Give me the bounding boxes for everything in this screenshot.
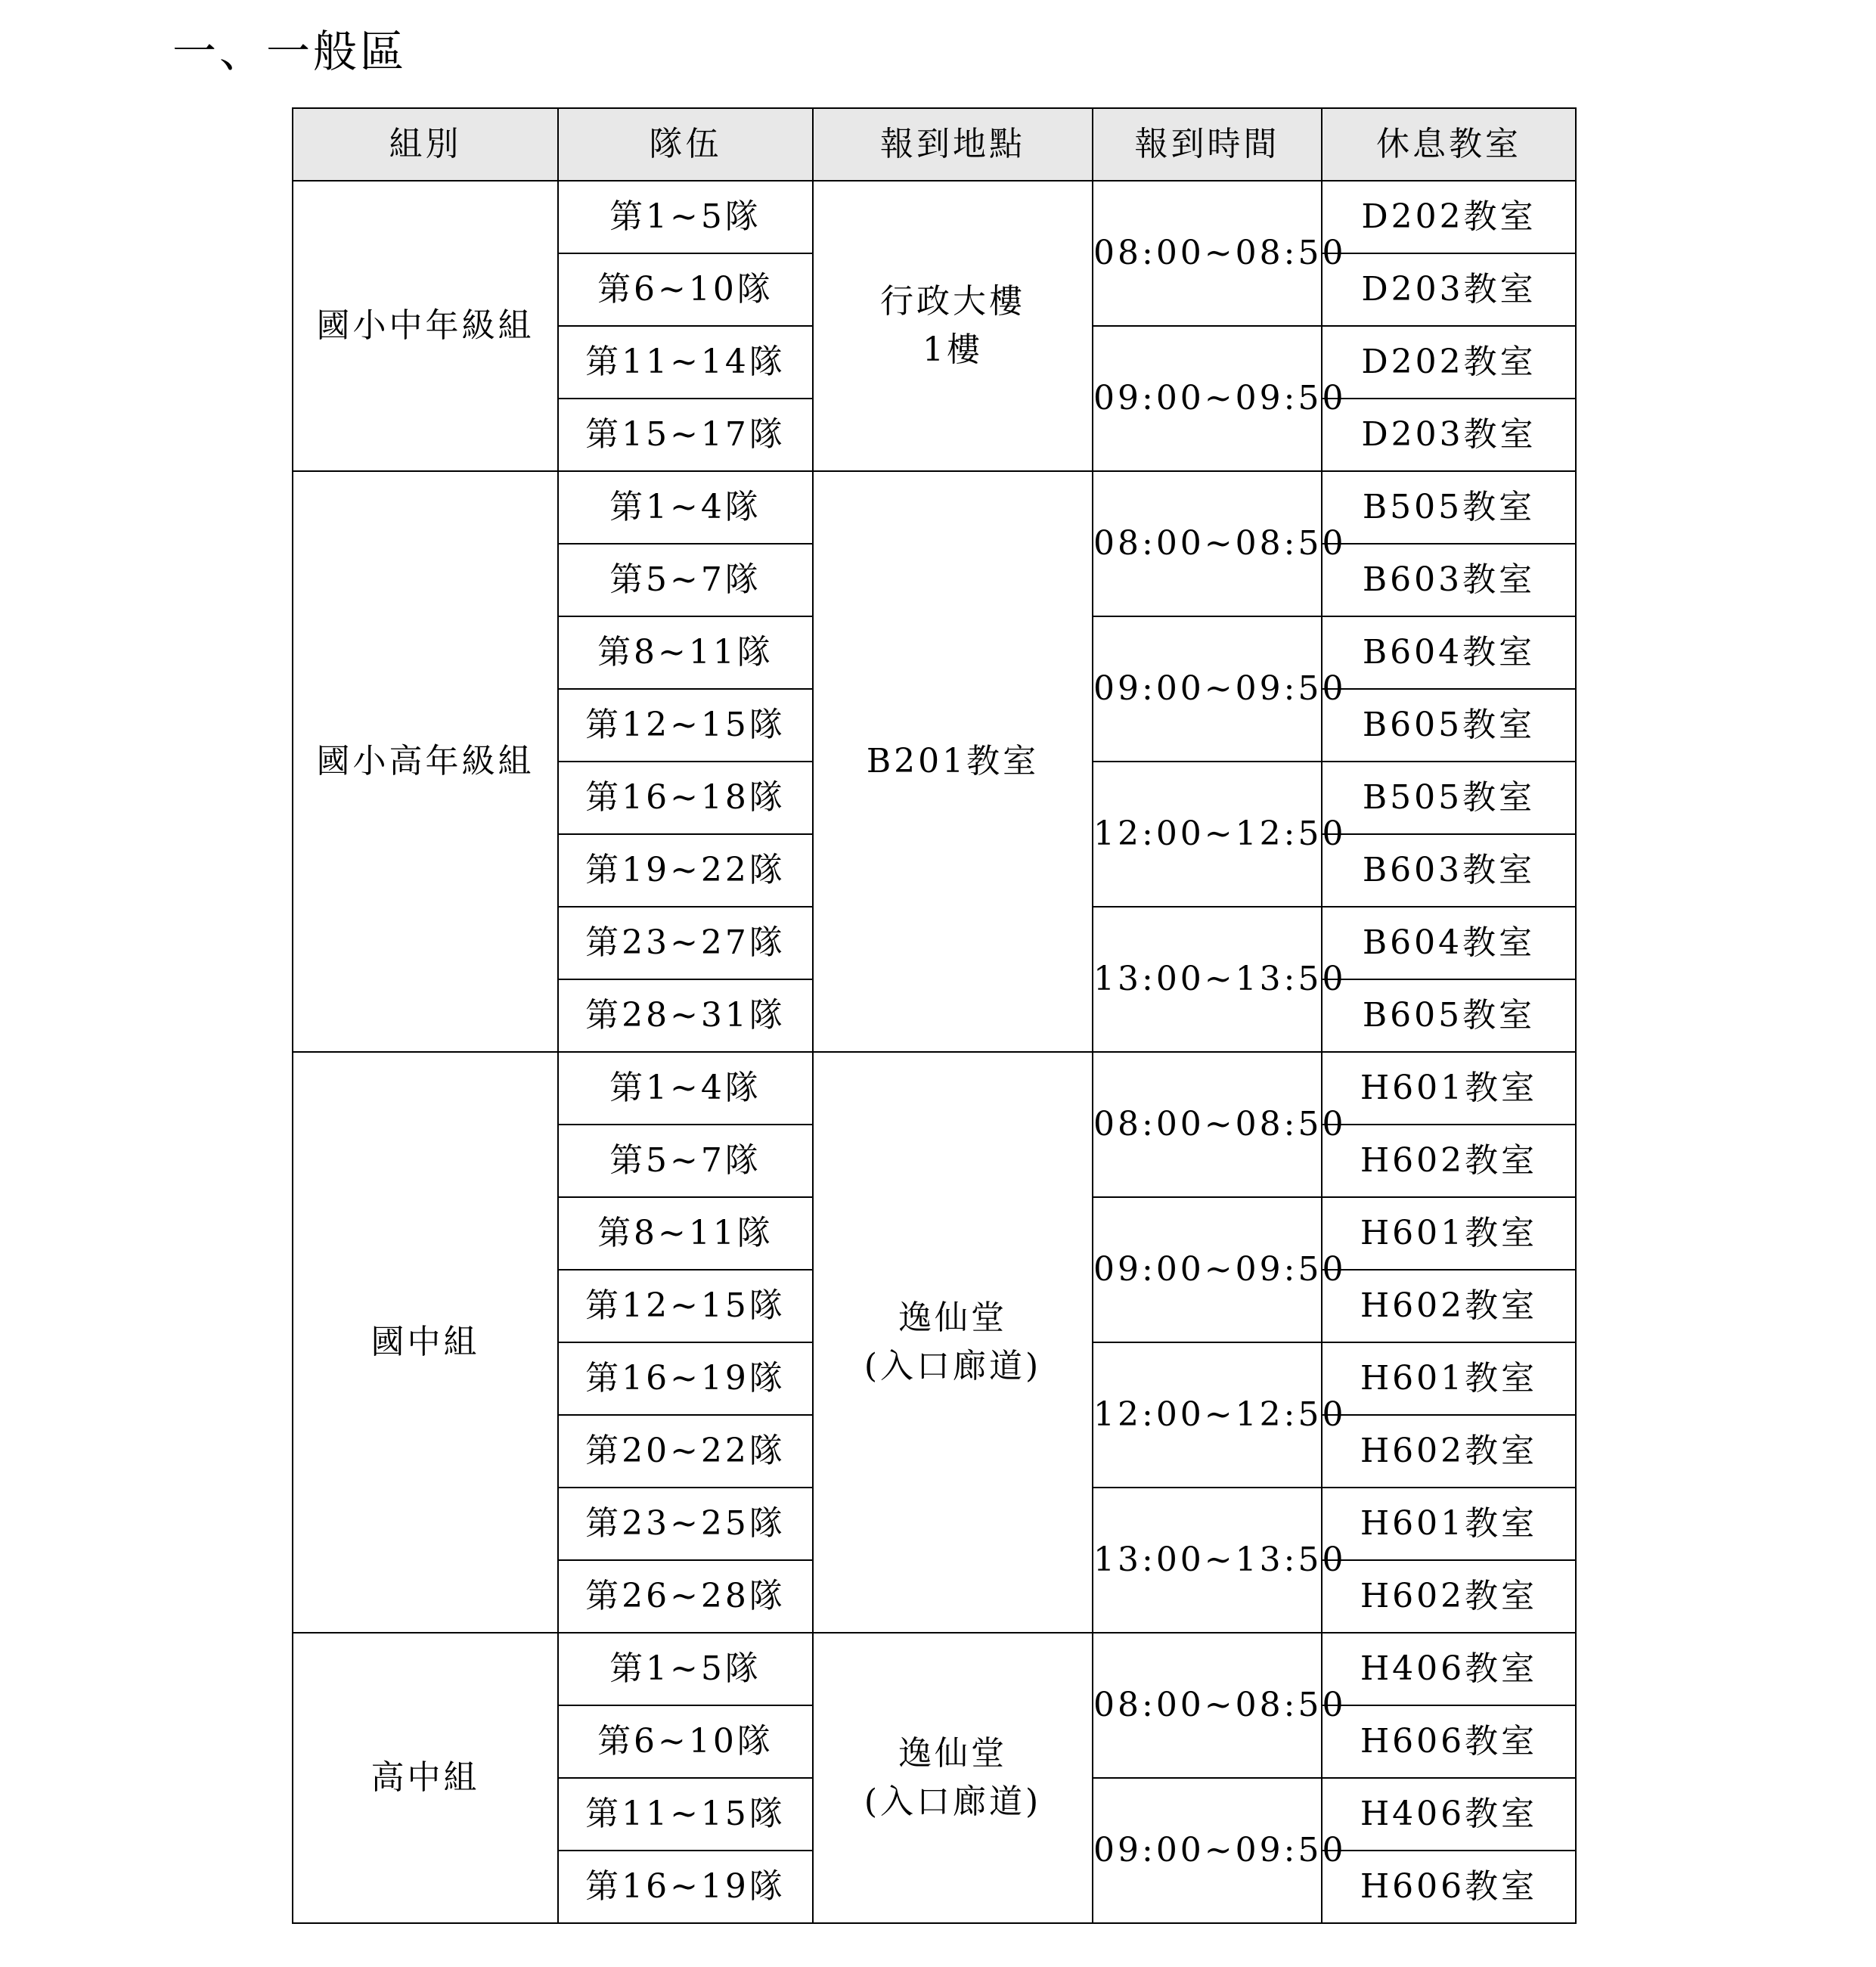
- team-cell: 第1~5隊: [558, 1633, 813, 1705]
- team-cell: 第6~10隊: [558, 253, 813, 326]
- team-cell: 第1~4隊: [558, 1052, 813, 1125]
- group-name-cell: 國小高年級組: [293, 471, 558, 1052]
- table-row: [293, 1052, 1576, 1125]
- room-cell: H601教室: [1322, 1197, 1576, 1270]
- room-cell: H602教室: [1322, 1270, 1576, 1342]
- time-cell: 13:00~13:50: [1093, 907, 1322, 1052]
- room-cell: D203教室: [1322, 253, 1576, 326]
- header-group: 組別: [293, 108, 558, 181]
- team-cell: 第20~22隊: [558, 1415, 813, 1488]
- location-cell: [813, 1052, 1093, 1633]
- room-cell: H606教室: [1322, 1851, 1576, 1923]
- team-cell: 第12~15隊: [558, 689, 813, 762]
- time-cell: 08:00~08:50: [1093, 471, 1322, 616]
- room-cell: H406教室: [1322, 1778, 1576, 1851]
- team-cell: 第26~28隊: [558, 1560, 813, 1633]
- header-location: 報到地點: [813, 108, 1093, 181]
- time-cell: 09:00~09:50: [1093, 616, 1322, 762]
- team-cell: 第16~19隊: [558, 1342, 813, 1415]
- team-cell: 第5~7隊: [558, 1125, 813, 1197]
- team-cell: 第15~17隊: [558, 399, 813, 471]
- table-row: [293, 471, 1576, 544]
- room-cell: B605教室: [1322, 689, 1576, 762]
- team-cell: 第23~25隊: [558, 1488, 813, 1560]
- team-cell: 第19~22隊: [558, 834, 813, 907]
- location-cell: [813, 181, 1093, 471]
- team-cell: 第11~15隊: [558, 1778, 813, 1851]
- group-name-cell: 國小中年級組: [293, 181, 558, 471]
- header-time: 報到時間: [1093, 108, 1322, 181]
- location-line1: 行政大樓: [880, 282, 1025, 321]
- table-row: [293, 181, 1576, 253]
- time-cell: 12:00~12:50: [1093, 1342, 1322, 1488]
- table-row: [293, 1633, 1576, 1705]
- time-cell: 08:00~08:50: [1093, 181, 1322, 326]
- team-cell: 第16~18隊: [558, 762, 813, 834]
- header-row: [293, 108, 1576, 181]
- room-cell: H601教室: [1322, 1488, 1576, 1560]
- team-cell: 第23~27隊: [558, 907, 813, 979]
- location-line2: 1樓: [922, 330, 983, 369]
- time-cell: 08:00~08:50: [1093, 1052, 1322, 1197]
- team-cell: 第1~5隊: [558, 181, 813, 253]
- location-line2: (入口廊道): [864, 1782, 1042, 1821]
- room-cell: H601教室: [1322, 1052, 1576, 1125]
- header-team: 隊伍: [558, 108, 813, 181]
- section-title: 一、一般區: [172, 26, 408, 77]
- room-cell: B603教室: [1322, 544, 1576, 616]
- room-cell: H602教室: [1322, 1125, 1576, 1197]
- header-room: 休息教室: [1322, 108, 1576, 181]
- location-line1: B201教室: [866, 742, 1040, 780]
- room-cell: D203教室: [1322, 399, 1576, 471]
- room-cell: B604教室: [1322, 616, 1576, 689]
- room-cell: B603教室: [1322, 834, 1576, 907]
- team-cell: 第5~7隊: [558, 544, 813, 616]
- group-name-cell: 國中組: [293, 1052, 558, 1633]
- team-cell: 第8~11隊: [558, 616, 813, 689]
- room-cell: B505教室: [1322, 762, 1576, 834]
- location-cell: [813, 471, 1093, 1052]
- room-cell: B605教室: [1322, 979, 1576, 1052]
- team-cell: 第6~10隊: [558, 1705, 813, 1778]
- location-cell: [813, 1633, 1093, 1923]
- room-cell: H601教室: [1322, 1342, 1576, 1415]
- time-cell: 09:00~09:50: [1093, 1197, 1322, 1342]
- team-cell: 第12~15隊: [558, 1270, 813, 1342]
- time-cell: 09:00~09:50: [1093, 1778, 1322, 1923]
- time-cell: 13:00~13:50: [1093, 1488, 1322, 1633]
- location-line1: 逸仙堂: [898, 1298, 1007, 1337]
- room-cell: B604教室: [1322, 907, 1576, 979]
- registration-schedule-table: [292, 107, 1577, 1924]
- room-cell: H406教室: [1322, 1633, 1576, 1705]
- room-cell: H602教室: [1322, 1560, 1576, 1633]
- team-cell: 第1~4隊: [558, 471, 813, 544]
- time-cell: 12:00~12:50: [1093, 762, 1322, 907]
- team-cell: 第28~31隊: [558, 979, 813, 1052]
- room-cell: H606教室: [1322, 1705, 1576, 1778]
- room-cell: D202教室: [1322, 181, 1576, 253]
- room-cell: B505教室: [1322, 471, 1576, 544]
- group-name-cell: 高中組: [293, 1633, 558, 1923]
- room-cell: D202教室: [1322, 326, 1576, 399]
- team-cell: 第8~11隊: [558, 1197, 813, 1270]
- location-line2: (入口廊道): [864, 1347, 1042, 1385]
- time-cell: 09:00~09:50: [1093, 326, 1322, 471]
- room-cell: H602教室: [1322, 1415, 1576, 1488]
- team-cell: 第11~14隊: [558, 326, 813, 399]
- team-cell: 第16~19隊: [558, 1851, 813, 1923]
- time-cell: 08:00~08:50: [1093, 1633, 1322, 1778]
- location-line1: 逸仙堂: [898, 1734, 1007, 1773]
